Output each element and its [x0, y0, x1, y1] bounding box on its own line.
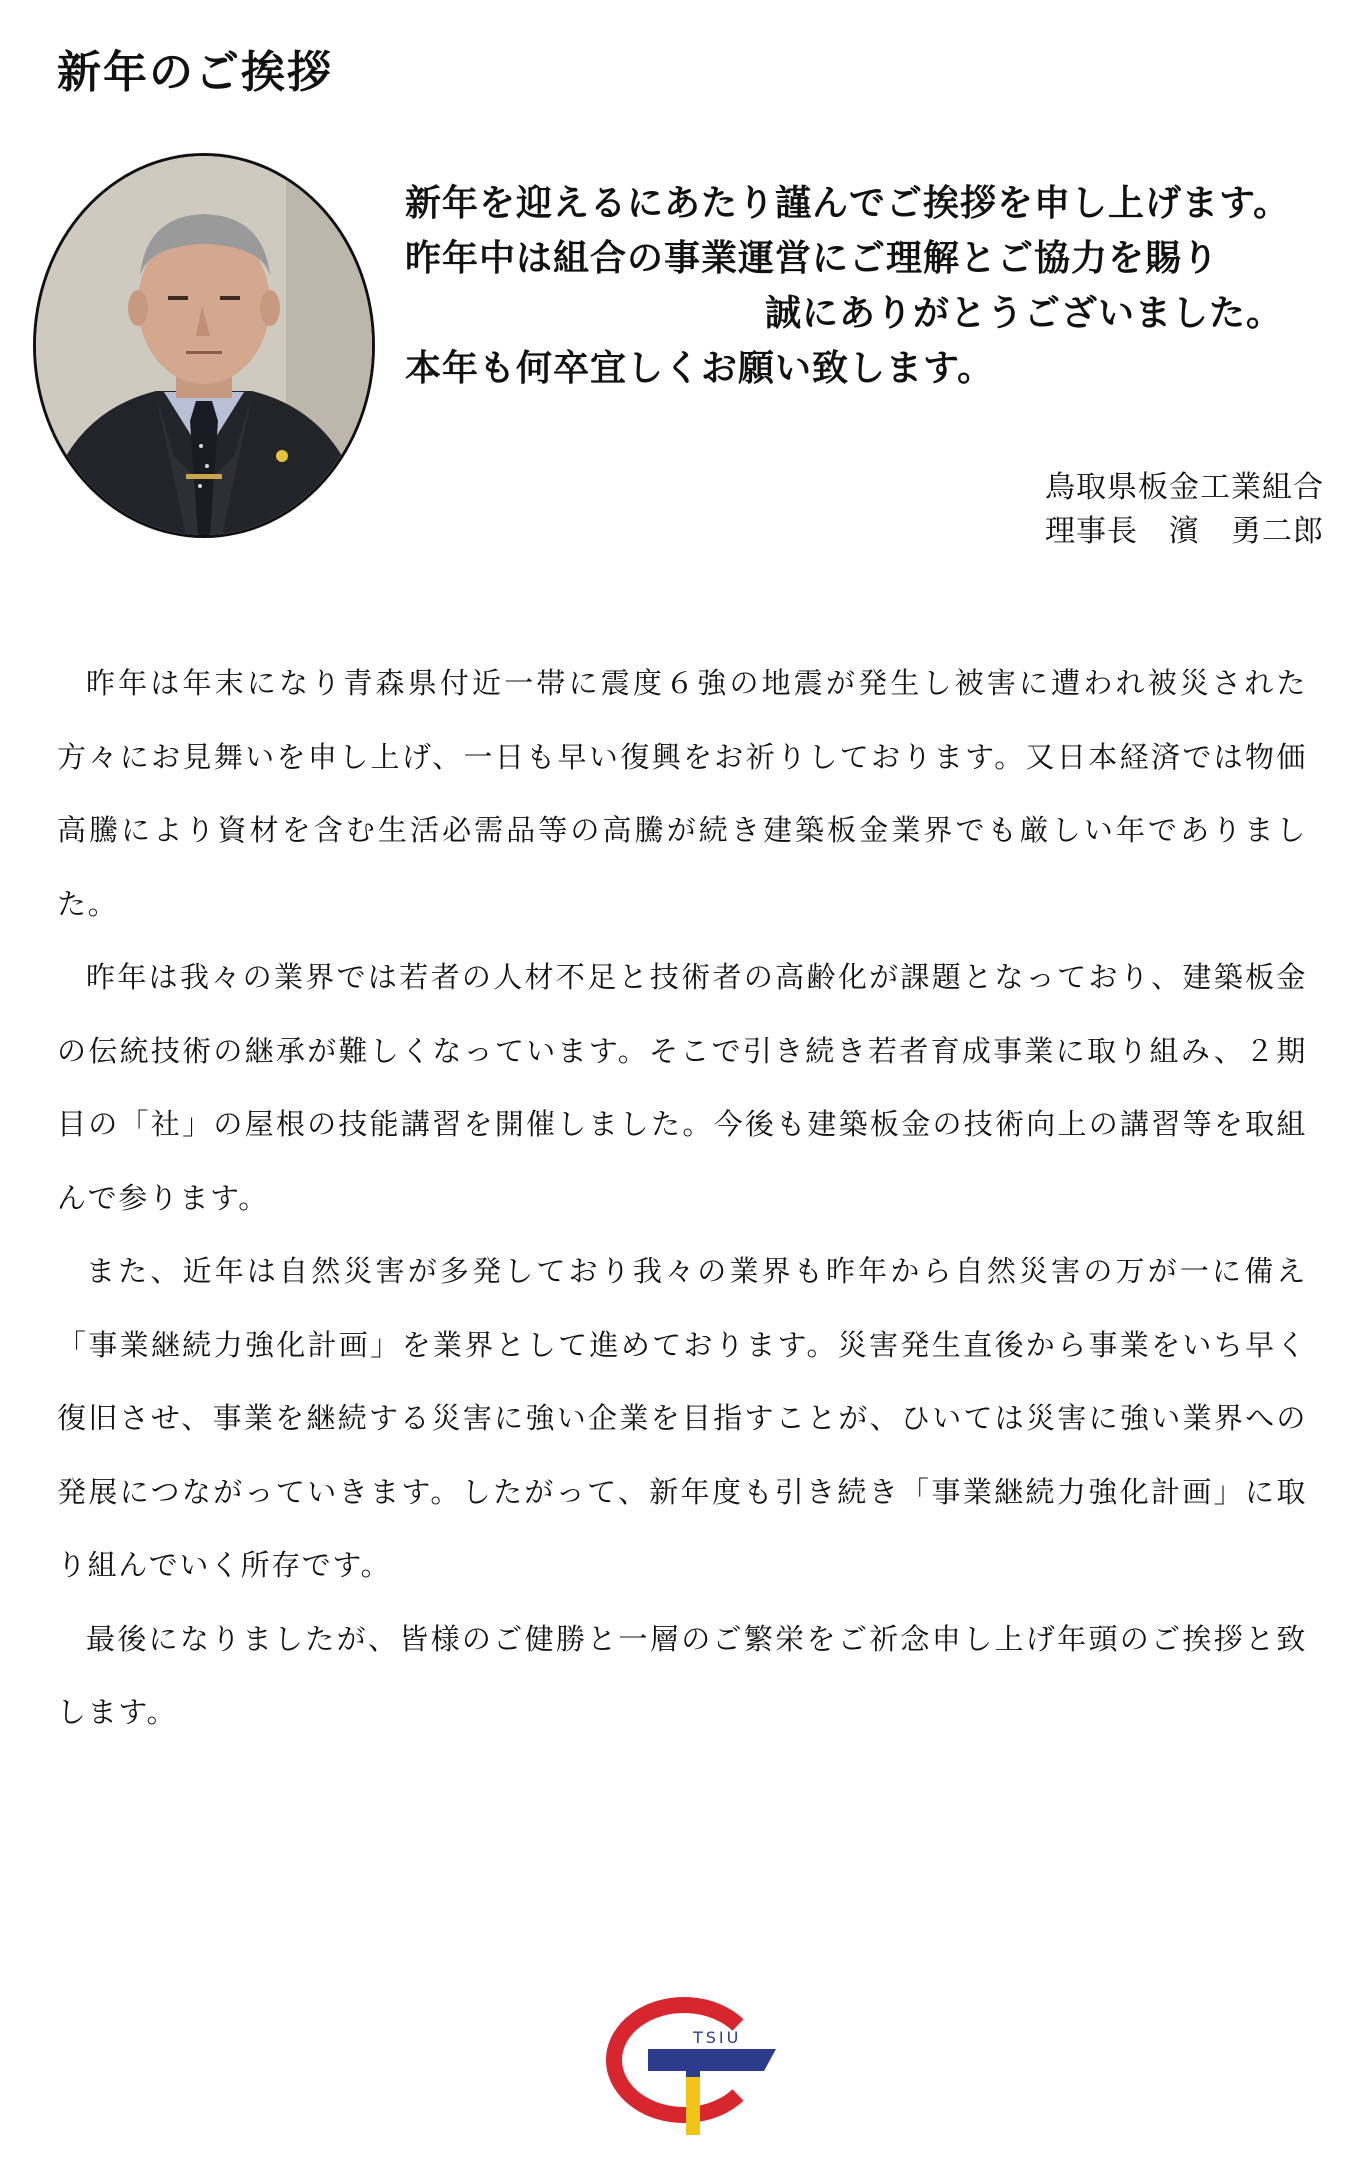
letter-body: [57, 647, 1307, 1750]
svg-text:TSIU: TSIU: [693, 2028, 742, 2047]
body-paragraph-4: 最後になりましたが、皆様のご健勝と一層のご繁栄をご祈念申し上げ年頭のご挨拶と致します。: [57, 1621, 1307, 1729]
body-paragraph-1: 昨年は年末になり青森県付近一帯に震度６強の地震が発生し被害に遭われ被災された方々にお見舞いを申し上げ、一日も早い復興をお祈りしております。又日本経済では物価高騰により資材を含む生活必需品等の高騰が続き建築板金業界でも厳しい年でありました。: [57, 666, 1307, 921]
greeting-line-1: 新年を迎えるにあたり謹んでご挨拶を申し上げます。: [405, 182, 1291, 224]
chairman-portrait: [33, 153, 375, 538]
greeting-line-3: 誠にありがとうございました。: [765, 292, 1284, 334]
signature-block: [1045, 466, 1324, 554]
greeting-message: [405, 176, 1340, 396]
person-photo-icon: [36, 156, 372, 535]
tsiu-logo-icon: [588, 1985, 778, 2135]
tsiu-logo: [588, 1985, 778, 2135]
greeting-line-2: 昨年中は組合の事業運営にご理解とご協力を賜り: [405, 237, 1220, 279]
organization-name: 鳥取県板金工業組合: [1045, 470, 1324, 505]
page-title: 新年のご挨拶: [57, 47, 333, 98]
body-paragraph-3: また、近年は自然災害が多発しており我々の業界も昨年から自然災害の万が一に備え「事業継続力強化計画」を業界として進めております。災害発生直後から事業をいち早く復旧させ、事業を継続する災害に強い企業を目指すことが、ひいては災害に強い業界への発展につながっていきます。したがって、新年度も引き続き「事業継続力強化計画」に取り組んでいく所存です。: [57, 1254, 1307, 1582]
body-paragraph-2: 昨年は我々の業界では若者の人材不足と技術者の高齢化が課題となっており、建築板金の伝統技術の継承が難しくなっています。そこで引き続き若者育成事業に取り組み、２期目の「社」の屋根の技能講習を開催しました。今後も建築板金の技術向上の講習等を取組んで参ります。: [57, 960, 1307, 1215]
chairman-name: 理事長 濱 勇二郎: [1045, 514, 1324, 549]
greeting-line-4: 本年も何卒宜しくお願い致します。: [405, 347, 995, 389]
